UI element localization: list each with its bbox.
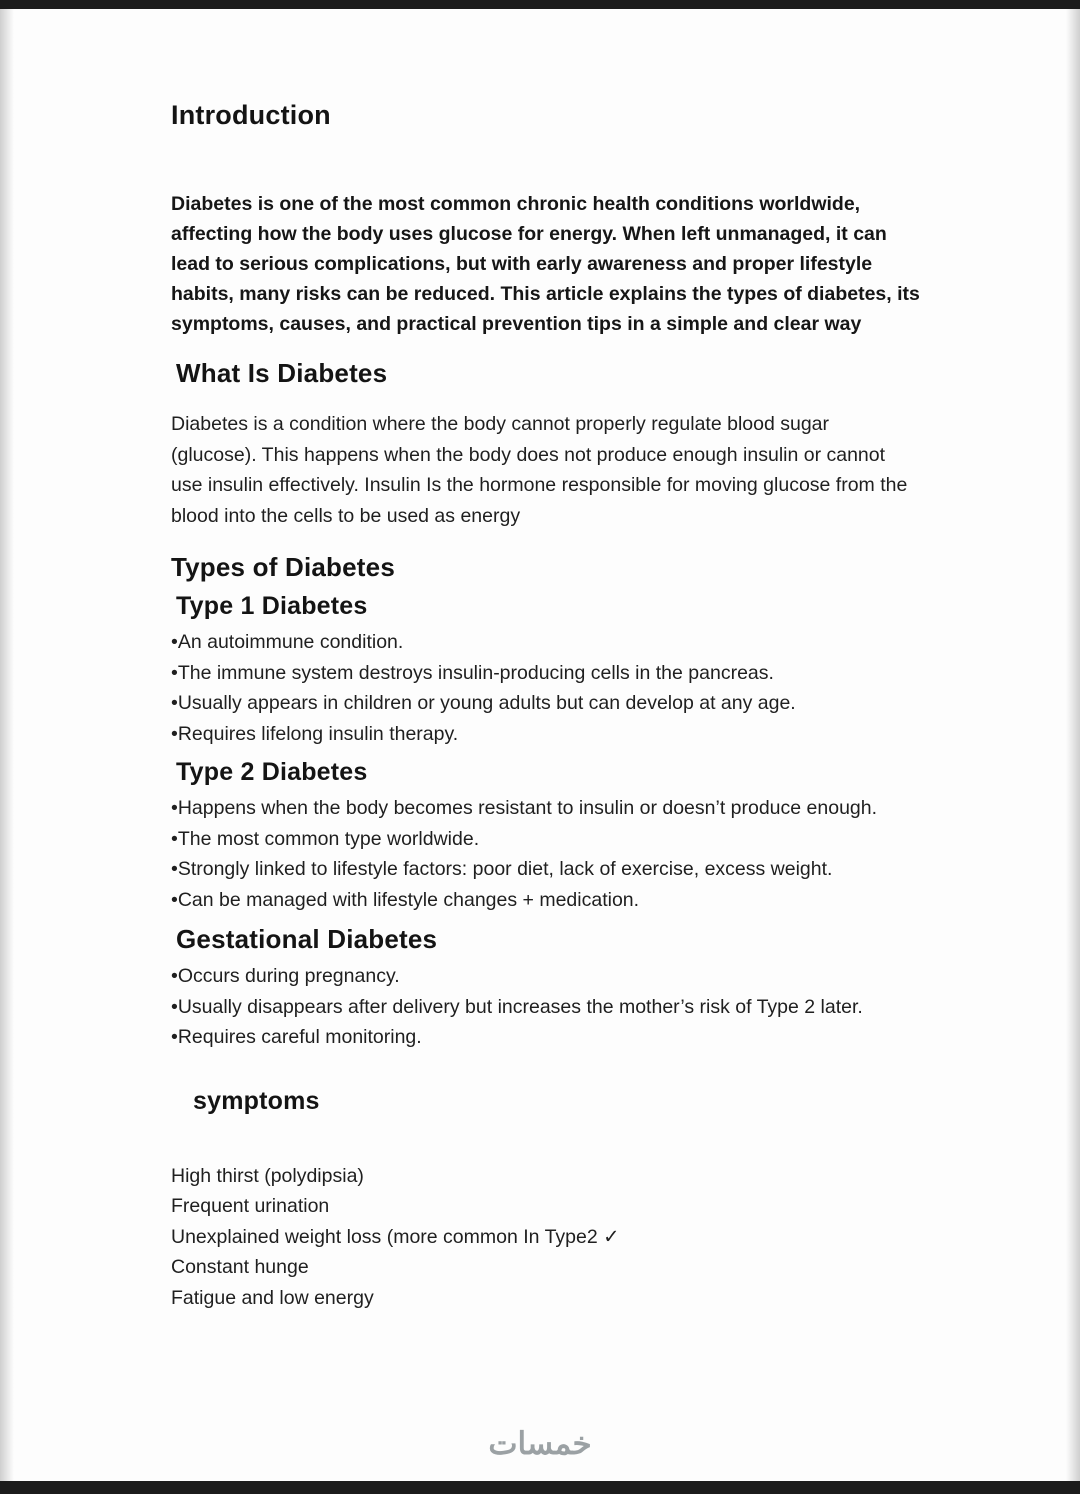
list-item: High thirst (polydipsia): [171, 1164, 364, 1187]
khamsat-watermark-logo: خمسات: [488, 1426, 592, 1461]
list-item: • Occurs during pregnancy.: [171, 961, 920, 992]
top-edge-bar: [0, 0, 1080, 9]
introduction-heading: Introduction: [171, 100, 331, 130]
type1-bullet-list: [171, 627, 920, 749]
symptoms-list: [171, 1161, 920, 1314]
gestational-diabetes-heading: Gestational Diabetes: [176, 924, 438, 954]
list-item: • The most common type worldwide.: [171, 824, 920, 855]
list-item: • Usually appears in children or young adults but can develop at any age.: [171, 688, 920, 719]
bottom-edge-bar: [0, 1481, 1080, 1494]
list-item: • An autoimmune condition.: [171, 627, 920, 658]
list-item: • Can be managed with lifestyle changes + medication.: [171, 885, 920, 916]
type1-diabetes-heading: Type 1 Diabetes: [176, 592, 368, 620]
list-item: • Usually disappears after delivery but increases the mother’s risk of Type 2 later.: [171, 992, 920, 1023]
list-item: • The immune system destroys insulin-producing cells in the pancreas.: [171, 658, 920, 689]
what-is-diabetes-paragraph: Diabetes is a condition where the body cannot properly regulate blood sugar (glucose). This happens when the body does not produce enough insulin or cannot use insulin effectively. Insulin Is the hormone responsible for moving glucose from the blood into the cells to be used as energy: [171, 413, 908, 527]
gestational-bullet-list: [171, 961, 920, 1053]
list-item: • Requires lifelong insulin therapy.: [171, 719, 920, 750]
type2-bullet-list: [171, 793, 920, 915]
list-item: Constant hunge: [171, 1256, 309, 1278]
list-item: Frequent urination: [171, 1195, 330, 1217]
type2-diabetes-heading: Type 2 Diabetes: [176, 758, 368, 786]
list-item: • Strongly linked to lifestyle factors: poor diet, lack of exercise, excess weight.: [171, 854, 920, 885]
list-item: Unexplained weight loss (more common In Type2 ✓: [171, 1225, 620, 1248]
introduction-paragraph: Diabetes is one of the most common chronic health conditions worldwide, affecting how the body uses glucose for energy. When left unmanaged, it can lead to serious complications, but with early awareness and proper lifestyle habits, many risks can be reduced. This article explains the types of diabetes, its symptoms, causes, and practical prevention tips in a simple and clear way: [171, 193, 920, 335]
list-item: Fatigue and low energy: [171, 1286, 374, 1309]
list-item: • Requires careful monitoring.: [171, 1022, 920, 1053]
symptoms-heading: symptoms: [193, 1086, 320, 1115]
types-of-diabetes-heading: Types of Diabetes: [171, 552, 395, 582]
what-is-diabetes-heading: What Is Diabetes: [176, 358, 388, 388]
list-item: • Happens when the body becomes resistant to insulin or doesn’t produce enough.: [171, 793, 920, 824]
